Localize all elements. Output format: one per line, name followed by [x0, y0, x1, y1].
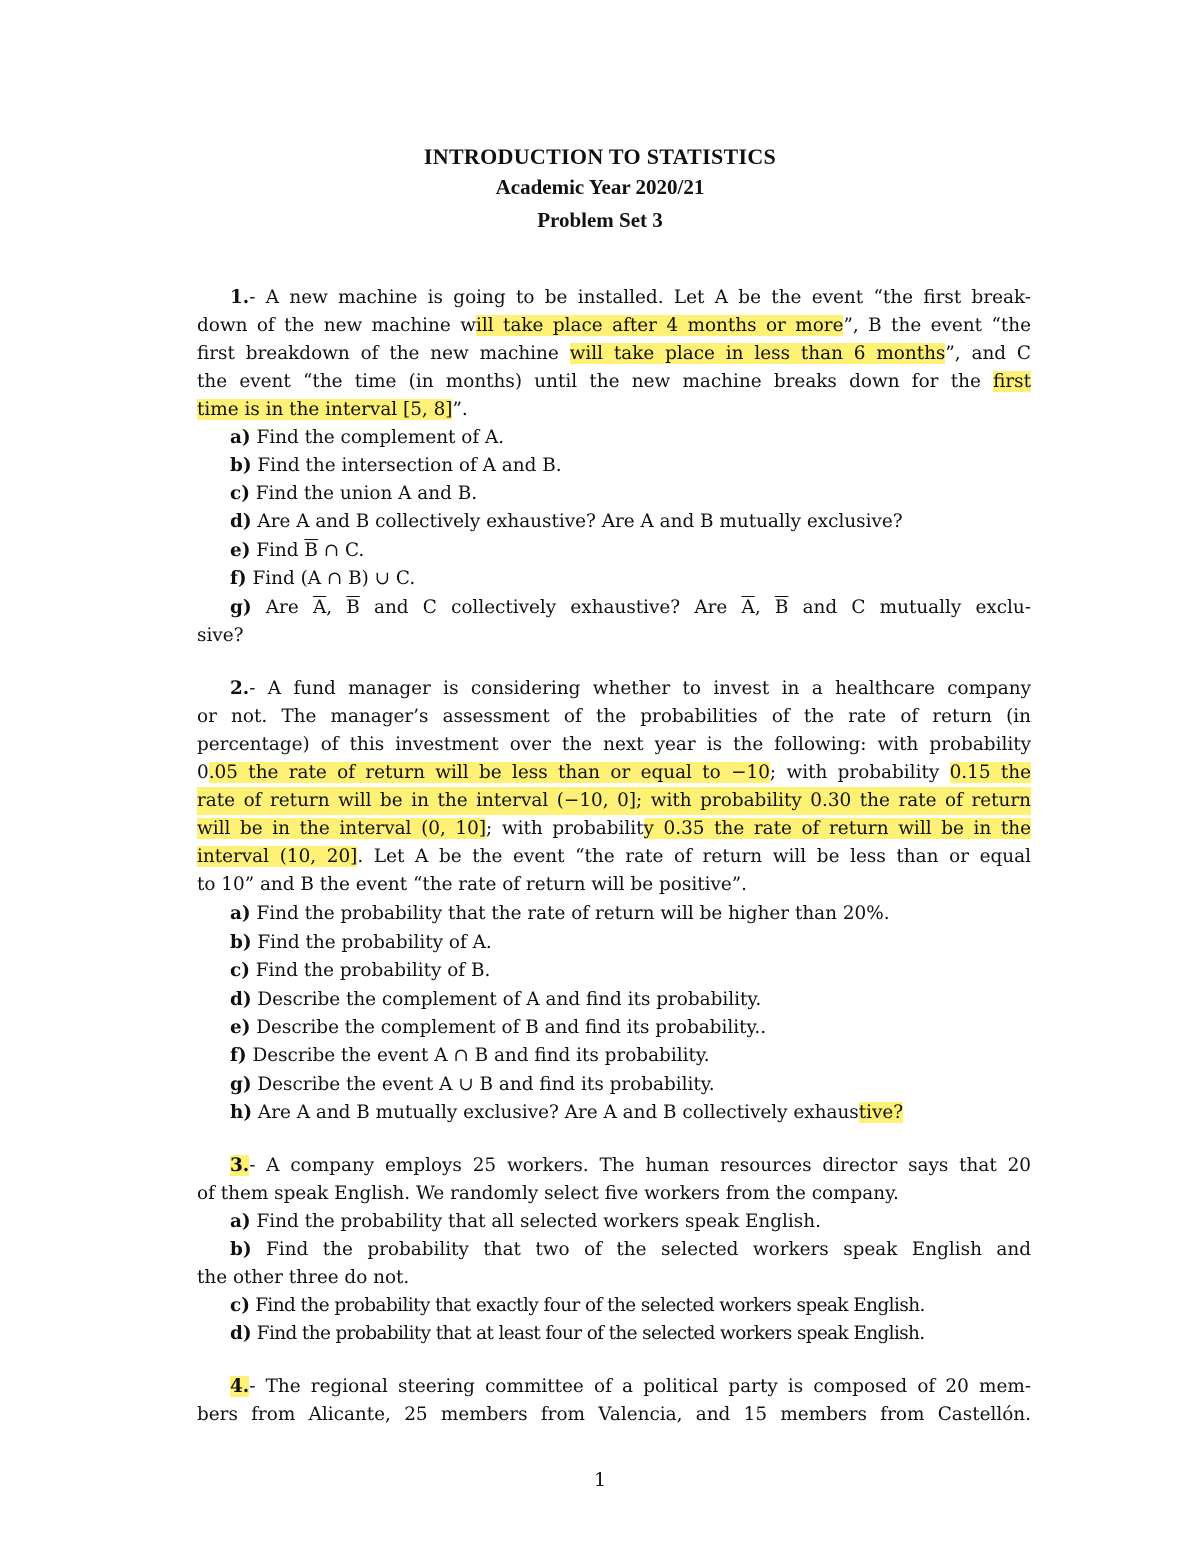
- problem-set-title: Problem Set 3: [537, 208, 663, 232]
- highlighted-text: bability 0.30 the rate of return: [731, 790, 1032, 811]
- problem-3-item-a: [230, 1208, 1031, 1236]
- complement-symbol: $\overline{A}$: [312, 597, 327, 618]
- text-span: ; with probability: [769, 762, 950, 783]
- page-number: 1: [593, 1469, 607, 1491]
- problem-2-line-8: to 10” and B the event “the rate of return will be positive”.: [197, 874, 747, 895]
- item-text: Find the intersection of A and B.: [251, 455, 562, 476]
- item-text: Find the union A and B.: [249, 483, 478, 504]
- problem-1-item-b: [230, 452, 1031, 480]
- highlighted-text: will be in the interval (0, 10]: [197, 818, 486, 839]
- item-label: b): [230, 932, 252, 953]
- problem-3-text: - A company employs 25 workers. The human resources director says that 20: [249, 1155, 1031, 1176]
- item-text: Describe the event A ∩ B and find its probability.: [246, 1045, 710, 1066]
- problem-3-item-c: [230, 1292, 1031, 1320]
- problem-2-item-a: [230, 900, 1031, 928]
- problem-3-line-1: [230, 1152, 1031, 1180]
- problem-3-line-2: of them speak English. We randomly select five workers from the company.: [197, 1183, 899, 1204]
- item-label: b): [230, 1239, 252, 1260]
- problem-1-item-c: [230, 480, 1031, 508]
- item-label: a): [230, 903, 251, 924]
- problem-2-number: 2.: [230, 678, 250, 699]
- item-text: Find the probability that two of the selected workers speak English and: [251, 1239, 1031, 1260]
- item-label: a): [230, 427, 251, 448]
- item-label: g): [230, 597, 252, 618]
- highlighted-text: .05 the rate of return will be less than or equal to −10: [208, 762, 770, 783]
- text-span: ”.: [452, 399, 468, 420]
- item-label: d): [230, 1323, 252, 1344]
- highlighted-text: ill take place after 4 months or more: [475, 315, 844, 336]
- problem-2-item-e: [230, 1014, 1031, 1042]
- item-label: c): [230, 1295, 250, 1316]
- problem-2-item-f: [230, 1042, 1031, 1070]
- problem-1-item-f: [230, 565, 1031, 593]
- problem-2-item-h: [230, 1099, 1031, 1127]
- text-span: the event “the time (in months) until the new machine breaks down for the: [197, 371, 994, 392]
- item-label: e): [230, 1017, 251, 1038]
- problem-1-item-g-end: sive?: [197, 625, 244, 646]
- problem-1-line-5: [197, 396, 1031, 424]
- problem-1-line-4: [197, 368, 1031, 396]
- problem-2-line-5: [197, 787, 1031, 815]
- problem-1-line-2: [197, 312, 1031, 340]
- problem-2-line-6: [197, 815, 1031, 843]
- problem-2-line-2: or not. The manager’s assessment of the probabilities of the rate of return (in: [197, 706, 1031, 727]
- problem-2-item-b: [230, 929, 1031, 957]
- problem-2-text: - A fund manager is considering whether to invest in a healthcare company: [249, 678, 1031, 699]
- complement-symbol: $\overline{B}$: [346, 597, 360, 618]
- item-text: Find the complement of A.: [250, 427, 505, 448]
- problem-1-item-g: [230, 594, 1031, 622]
- highlighted-text: first: [993, 371, 1031, 392]
- problem-1-line-3: [197, 340, 1031, 368]
- item-label: h): [230, 1102, 253, 1123]
- highlighted-text: y 0.35 the rate of return will be in the: [643, 818, 1031, 839]
- problem-3-number: 3.: [230, 1155, 250, 1176]
- item-label: a): [230, 1211, 251, 1232]
- complement-symbol: $\overline{B}$: [774, 597, 789, 618]
- highlighted-text: will take place in less than 6 months: [569, 343, 946, 364]
- item-text: ∩ C.: [317, 540, 365, 561]
- highlighted-text: 0.15 the: [949, 762, 1031, 783]
- problem-3-item-b-end: the other three do not.: [197, 1267, 410, 1288]
- highlighted-text: time is in the interval [5, 8]: [197, 399, 453, 420]
- item-text: Find the probability that all selected workers speak English.: [250, 1211, 821, 1232]
- problem-1-item-a: [230, 424, 1031, 452]
- course-title: INTRODUCTION TO STATISTICS: [423, 144, 777, 169]
- item-text: Find the probability that the rate of return will be higher than 20%.: [250, 903, 890, 924]
- text-span: ; with probabilit: [486, 818, 644, 839]
- item-text: Describe the event A ∪ B and find its probability.: [251, 1074, 715, 1095]
- item-text: Are A and B collectively exhaustive? Are A and B mutually exclusive?: [251, 511, 903, 532]
- problem-4-number: 4.: [230, 1376, 250, 1397]
- highlighted-text: ; with pro: [636, 790, 732, 811]
- item-text: Find (A ∩ B) ∪ C.: [246, 568, 416, 589]
- item-text: Describe the complement of B and find its probability..: [250, 1017, 767, 1038]
- problem-2-item-c: [230, 957, 1031, 985]
- text-span: ”, B the event “the: [843, 315, 1031, 336]
- text-span: down of the new machine w: [197, 315, 476, 336]
- complement-symbol: $\overline{A}$: [741, 597, 755, 618]
- item-label: c): [230, 960, 250, 981]
- item-text: Find the probability of B.: [249, 960, 491, 981]
- problem-1-number: 1.: [230, 287, 250, 308]
- problem-1-item-e: [230, 537, 1031, 565]
- problem-2-item-d: [230, 986, 1031, 1014]
- academic-year: Academic Year 2020/21: [495, 175, 705, 199]
- problem-2-line-7: [197, 843, 1031, 871]
- item-text: ,: [326, 597, 347, 618]
- highlighted-text: interval (10, 20]: [197, 846, 358, 867]
- problem-2-line-3: percentage) of this investment over the next year is the following: with probability: [197, 734, 1031, 755]
- problem-1-line-1: [230, 284, 1031, 312]
- complement-symbol: $\overline{B}$: [304, 540, 318, 561]
- problem-1-text: - A new machine is going to be installed. Let A be the event “the first break-: [249, 287, 1031, 308]
- problem-1-item-d: [230, 508, 1031, 536]
- item-label: c): [230, 483, 250, 504]
- problem-4-text: - The regional steering committee of a political party is composed of 20 mem-: [249, 1376, 1031, 1397]
- problem-3-item-d: [230, 1320, 1031, 1348]
- item-label: d): [230, 511, 252, 532]
- highlighted-text: rate of return will be in the interval (−10, 0]: [197, 790, 637, 811]
- item-text: and C mutually exclu-: [788, 597, 1031, 618]
- item-label: e): [230, 540, 251, 561]
- text-span: first breakdown of the new machine: [197, 343, 570, 364]
- item-text: and C collectively exhaustive? Are: [359, 597, 742, 618]
- item-label: f): [230, 1045, 247, 1066]
- item-label: d): [230, 989, 252, 1010]
- item-text: Find the probability that exactly four of the selected workers speak English.: [249, 1295, 925, 1316]
- text-span: 0: [197, 762, 209, 783]
- problem-4-line-2: bers from Alicante, 25 members from Valencia, and 15 members from Castellón.: [197, 1404, 1031, 1425]
- item-text: Find the probability that at least four of the selected workers speak English.: [251, 1323, 925, 1344]
- text-span: . Let A be the event “the rate of return will be less than or equal: [357, 846, 1031, 867]
- highlighted-text: tive?: [858, 1102, 904, 1123]
- problem-2-line-1: [230, 675, 1031, 703]
- item-text: Are A and B mutually exclusive? Are A and B collectively exhaus: [252, 1102, 859, 1123]
- text-span: ”, and C: [945, 343, 1031, 364]
- item-text: Find: [250, 540, 305, 561]
- item-text: ,: [754, 597, 775, 618]
- problem-2-line-4: [197, 759, 1031, 787]
- item-text: Are: [251, 597, 313, 618]
- item-text: Find the probability of A.: [251, 932, 492, 953]
- problem-2-item-g: [230, 1071, 1031, 1099]
- item-label: f): [230, 568, 247, 589]
- problem-4-line-1: [230, 1373, 1031, 1401]
- item-label: g): [230, 1074, 252, 1095]
- problem-3-item-b: [230, 1236, 1031, 1264]
- item-text: Describe the complement of A and find its probability.: [251, 989, 762, 1010]
- item-label: b): [230, 455, 252, 476]
